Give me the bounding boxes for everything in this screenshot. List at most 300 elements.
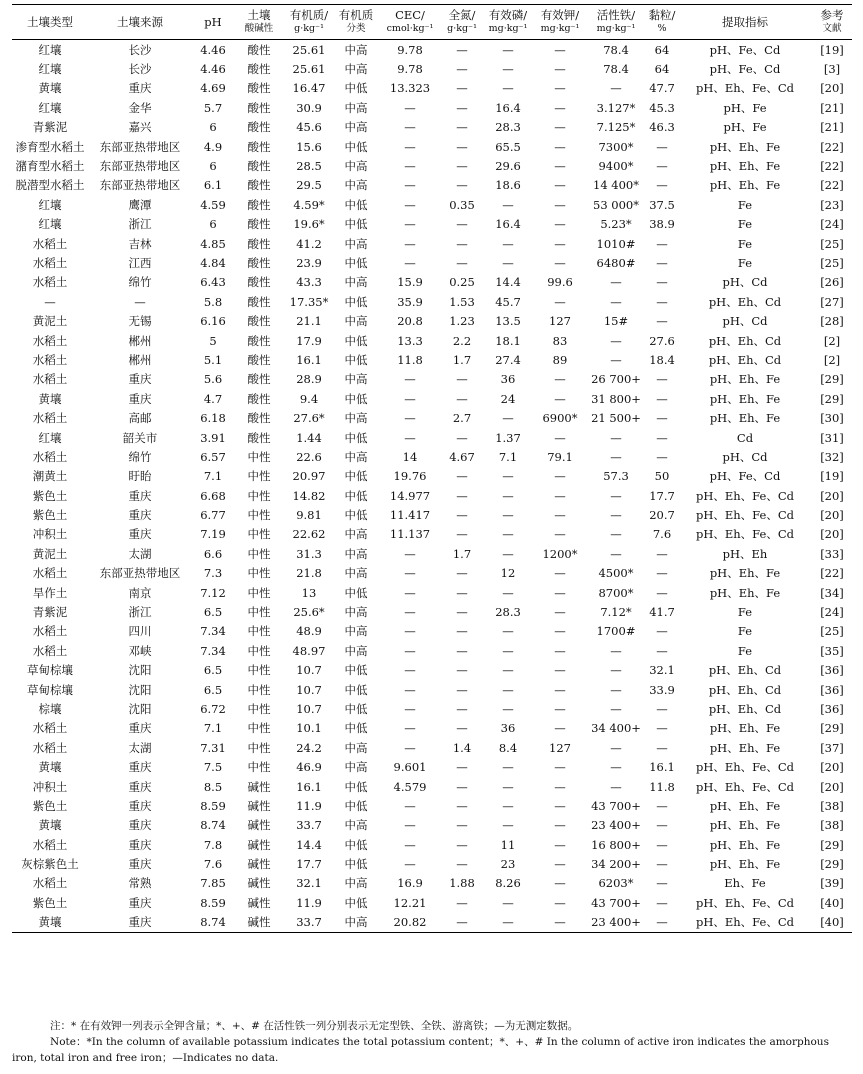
table-cell: — xyxy=(554,488,566,503)
table-cell: 中高 xyxy=(344,100,368,115)
table-cell: — xyxy=(404,197,416,212)
table-cell: 红壤 xyxy=(38,430,62,445)
table-cell: 7.12 xyxy=(200,585,226,600)
table-cell: 1.53 xyxy=(449,294,475,309)
table-cell: — xyxy=(502,546,514,561)
table-cell: — xyxy=(502,643,514,658)
table-row xyxy=(12,467,852,486)
table-cell: 水稻土 xyxy=(32,411,68,426)
table-cell: 中高 xyxy=(344,236,368,251)
table-cell: 酸性 xyxy=(247,391,271,406)
table-cell: 6.5 xyxy=(203,663,223,678)
table-cell: — xyxy=(404,430,416,445)
table-cell: 11.417 xyxy=(389,508,431,523)
table-cell: 14.4 xyxy=(296,837,322,852)
table-cell: 酸性 xyxy=(247,333,271,348)
table-cell: — xyxy=(456,217,468,232)
table-cell: — xyxy=(554,469,566,484)
table-cell: — xyxy=(404,411,416,426)
table-cell: pH、Eh、Fe xyxy=(709,566,781,581)
table-cell: — xyxy=(554,217,566,232)
table-cell: 酸性 xyxy=(247,159,271,174)
table-cell: 33.7 xyxy=(296,818,322,833)
table-cell: 43.3 xyxy=(296,275,322,290)
table-cell: 冲积土 xyxy=(32,779,68,794)
table-cell: — xyxy=(502,798,514,813)
table-cell: — xyxy=(502,42,514,57)
table-cell: 5.23* xyxy=(600,217,632,232)
table-cell: pH、Eh、Cd xyxy=(708,294,782,309)
table-cell: — xyxy=(456,624,468,639)
table-cell: pH、Eh、Fe xyxy=(709,585,781,600)
column-header-line2: 分类 xyxy=(346,23,366,34)
table-cell: 中性 xyxy=(247,469,271,484)
table-cell: 重庆 xyxy=(128,527,152,542)
table-row xyxy=(12,156,852,175)
table-cell: — xyxy=(656,857,668,872)
table-cell: 8.74 xyxy=(192,913,234,933)
table-cell: [19] xyxy=(820,469,844,484)
table-cell: 黄壤 xyxy=(38,81,62,96)
table-cell: 64 xyxy=(654,42,670,57)
table-cell: — xyxy=(554,760,566,775)
table-cell: 4.46 xyxy=(200,42,226,57)
table-cell: 41.2 xyxy=(296,236,322,251)
table-cell: 4.84 xyxy=(200,255,226,270)
table-cell: 中低 xyxy=(344,682,368,697)
table-cell: — xyxy=(610,430,622,445)
table-cell: 中低 xyxy=(344,488,368,503)
table-cell: — xyxy=(456,837,468,852)
table-cell: [30] xyxy=(820,411,844,426)
table-row xyxy=(12,292,852,311)
table-cell: 65.5 xyxy=(495,139,521,154)
table-cell: 酸性 xyxy=(247,294,271,309)
table-cell: — xyxy=(502,779,514,794)
table-cell: 碱性 xyxy=(247,798,271,813)
column-header-line1: 活性铁/ xyxy=(596,8,636,22)
table-cell: 红壤 xyxy=(38,100,62,115)
table-cell: pH、Eh、Fe、Cd xyxy=(695,779,794,794)
table-cell: — xyxy=(456,566,468,581)
table-cell: 18.1 xyxy=(495,333,521,348)
table-cell: — xyxy=(554,779,566,794)
table-cell: — xyxy=(656,643,668,658)
table-cell: 8.4 xyxy=(498,740,518,755)
table-cell: — xyxy=(404,100,416,115)
table-cell: 中性 xyxy=(247,760,271,775)
table-cell: 青紫泥 xyxy=(32,120,68,135)
table-cell: 4.46 xyxy=(200,62,226,77)
table-cell: 中性 xyxy=(247,449,271,464)
table-cell: 草甸棕壤 xyxy=(27,682,73,697)
table-cell: 中高 xyxy=(344,275,368,290)
table-cell: 重庆 xyxy=(128,488,152,503)
table-cell: 33.9 xyxy=(649,682,675,697)
table-row xyxy=(12,350,852,369)
table-cell: 6900* xyxy=(542,411,578,426)
table-cell: — xyxy=(554,62,566,77)
table-cell: — xyxy=(656,294,668,309)
table-cell: — xyxy=(656,159,668,174)
table-cell: [38] xyxy=(820,798,844,813)
column-header-line2: g·kg⁻¹ xyxy=(294,23,324,34)
table-cell: 127 xyxy=(549,740,571,755)
column-header xyxy=(234,5,284,40)
table-cell: 中性 xyxy=(247,546,271,561)
table-cell: — xyxy=(554,585,566,600)
table-cell: — xyxy=(456,779,468,794)
table-cell: — xyxy=(554,527,566,542)
table-cell: 中高 xyxy=(344,876,368,891)
table-cell: 57.3 xyxy=(603,469,629,484)
table-cell: — xyxy=(456,139,468,154)
table-row xyxy=(12,118,852,137)
table-cell: — xyxy=(502,760,514,775)
table-cell: 28.5 xyxy=(296,159,322,174)
column-header-line2: 酸碱性 xyxy=(244,23,274,34)
table-cell: [20] xyxy=(820,81,844,96)
table-cell: — xyxy=(404,139,416,154)
table-cell: 紫色土 xyxy=(32,895,68,910)
table-cell: 7.1 xyxy=(203,469,223,484)
table-row xyxy=(12,893,852,912)
table-cell: 43 700+ xyxy=(591,798,641,813)
table-cell: pH、Eh、Fe、Cd xyxy=(695,527,794,542)
table-cell: 太湖 xyxy=(128,740,152,755)
table-cell: 4.579 xyxy=(393,779,427,794)
table-cell: 1.7 xyxy=(452,352,472,367)
column-header-line1: 土壤 xyxy=(247,8,271,22)
table-cell: [23] xyxy=(820,197,844,212)
table-cell: 6.57 xyxy=(200,449,226,464)
column-header xyxy=(12,5,88,40)
column-header-line2: cmol·kg⁻¹ xyxy=(386,23,434,34)
table-cell: — xyxy=(502,411,514,426)
column-header xyxy=(334,5,378,40)
table-cell: Fe xyxy=(737,605,753,620)
table-cell: Fe xyxy=(737,255,753,270)
table-cell: — xyxy=(456,469,468,484)
table-cell: 9400* xyxy=(598,159,634,174)
table-cell: — xyxy=(456,100,468,115)
table-cell: — xyxy=(554,605,566,620)
table-cell: — xyxy=(502,255,514,270)
table-cell: 11 xyxy=(500,837,516,852)
table-row xyxy=(12,854,852,873)
table-cell: 6.6 xyxy=(203,546,223,561)
table-cell: 中低 xyxy=(344,197,368,212)
table-cell: [40] xyxy=(812,913,852,933)
table-cell: 11.9 xyxy=(296,798,322,813)
table-cell: 水稻土 xyxy=(32,566,68,581)
table-cell: 21.1 xyxy=(296,314,322,329)
table-cell: 东部亚热带地区 xyxy=(99,178,181,193)
table-cell: 黄壤 xyxy=(38,818,62,833)
table-cell: — xyxy=(610,508,622,523)
table-cell: — xyxy=(456,178,468,193)
table-cell: — xyxy=(656,546,668,561)
table-cell: 碱性 xyxy=(247,837,271,852)
table-cell: [20] xyxy=(820,779,844,794)
table-cell: pH、Eh、Fe xyxy=(709,721,781,736)
table-cell: 22.62 xyxy=(292,527,326,542)
table-cell: 8.26 xyxy=(495,876,521,891)
table-cell: [37] xyxy=(820,740,844,755)
table-cell: — xyxy=(610,643,622,658)
table-cell: 14 400* xyxy=(593,178,639,193)
table-cell: — xyxy=(456,895,468,910)
table-cell: — xyxy=(404,159,416,174)
table-cell: 14.977 xyxy=(389,488,431,503)
table-cell: 酸性 xyxy=(247,430,271,445)
table-cell: 紫色土 xyxy=(32,798,68,813)
table-cell: 6.5 xyxy=(203,605,223,620)
table-cell: 东部亚热带地区 xyxy=(99,139,181,154)
table-cell: 水稻土 xyxy=(32,449,68,464)
column-header xyxy=(284,5,334,40)
table-cell: 64 xyxy=(654,62,670,77)
table-cell: 22.6 xyxy=(296,449,322,464)
table-cell: 6480# xyxy=(596,255,636,270)
table-cell: — xyxy=(554,798,566,813)
table-cell: — xyxy=(404,217,416,232)
table-cell: 47.7 xyxy=(649,81,675,96)
table-cell: 19.6* xyxy=(293,217,325,232)
table-cell: 3.127* xyxy=(596,100,636,115)
table-cell: — xyxy=(456,42,468,57)
table-cell: — xyxy=(456,159,468,174)
table-cell: — xyxy=(656,275,668,290)
table-cell: [22] xyxy=(820,139,844,154)
table-cell: 黄泥土 xyxy=(32,546,68,561)
table-cell: — xyxy=(404,798,416,813)
table-cell: 中性 xyxy=(247,566,271,581)
table-cell: 盱眙 xyxy=(128,469,152,484)
table-cell: 中高 xyxy=(344,62,368,77)
table-cell: [34] xyxy=(820,585,844,600)
table-cell: [21] xyxy=(820,120,844,135)
table-row xyxy=(12,661,852,680)
note-chinese: 注：* 在有效钾一列表示全钾含量；*、+、# 在活性铁一列分别表示无定型铁、全铁、游离铁；—为无测定数据。 xyxy=(50,1020,579,1032)
table-cell: 13 xyxy=(301,585,317,600)
table-cell: 5.7 xyxy=(203,100,223,115)
table-cell: 24 xyxy=(500,391,516,406)
table-cell: — xyxy=(610,682,622,697)
table-cell: 6203* xyxy=(598,876,634,891)
table-cell: 78.4 xyxy=(603,42,629,57)
table-cell: — xyxy=(404,236,416,251)
table-cell: — xyxy=(554,294,566,309)
table-cell: — xyxy=(404,585,416,600)
table-row xyxy=(12,622,852,641)
table-cell: 10.7 xyxy=(296,663,322,678)
column-header-line1: 有效钾/ xyxy=(540,8,580,22)
table-cell: 中低 xyxy=(344,255,368,270)
table-cell: 11.8 xyxy=(649,779,675,794)
table-cell: 重庆 xyxy=(128,895,152,910)
column-header-line1: 有机质/ xyxy=(289,8,329,22)
table-cell: 89 xyxy=(552,352,568,367)
table-cell: — xyxy=(554,430,566,445)
table-cell: — xyxy=(404,546,416,561)
table-cell: — xyxy=(404,857,416,872)
table-cell: [36] xyxy=(820,682,844,697)
table-cell: 2.7 xyxy=(452,411,472,426)
table-cell: — xyxy=(456,682,468,697)
table-cell: 棕壤 xyxy=(38,701,62,716)
table-cell: — xyxy=(554,120,566,135)
table-cell: 8700* xyxy=(598,585,634,600)
table-cell: 沈阳 xyxy=(128,682,152,697)
table-row xyxy=(12,234,852,253)
table-row xyxy=(12,913,852,933)
table-cell: 中高 xyxy=(344,740,368,755)
table-cell: 邓峡 xyxy=(128,643,152,658)
table-cell: 酸性 xyxy=(247,217,271,232)
table-cell: — xyxy=(656,236,668,251)
table-cell: [21] xyxy=(820,100,844,115)
table-cell: 浙江 xyxy=(128,217,152,232)
table-cell: [36] xyxy=(820,663,844,678)
table-row xyxy=(12,505,852,524)
table-cell: 碱性 xyxy=(247,857,271,872)
table-cell: 48.9 xyxy=(296,624,322,639)
table-row xyxy=(12,331,852,350)
table-cell: pH、Eh、Cd xyxy=(708,682,782,697)
table-cell: [3] xyxy=(823,62,841,77)
table-cell: 3.91 xyxy=(200,430,226,445)
table-cell: — xyxy=(656,314,668,329)
table-cell: 太湖 xyxy=(128,546,152,561)
table-cell: 水稻土 xyxy=(32,352,68,367)
table-cell: 28.9 xyxy=(296,372,322,387)
table-cell: 中性 xyxy=(247,527,271,542)
table-cell: — xyxy=(442,913,482,933)
table-cell: 中性 xyxy=(247,701,271,716)
table-cell: Fe xyxy=(737,236,753,251)
table-cell: 9.78 xyxy=(397,42,423,57)
table-cell: 黄泥土 xyxy=(32,314,68,329)
table-cell: 酸性 xyxy=(247,120,271,135)
table-cell: [19] xyxy=(820,42,844,57)
table-cell: 16 800+ xyxy=(591,837,641,852)
column-header-line2: g·kg⁻¹ xyxy=(447,23,477,34)
table-row xyxy=(12,641,852,660)
table-cell: — xyxy=(554,566,566,581)
table-cell: — xyxy=(456,605,468,620)
table-cell: 8.59 xyxy=(200,798,226,813)
table-cell: — xyxy=(502,197,514,212)
table-cell: 中低 xyxy=(344,352,368,367)
table-cell: 青紫泥 xyxy=(32,605,68,620)
table-cell: pH、Eh、Fe xyxy=(709,159,781,174)
table-body xyxy=(12,40,852,933)
table-cell: 中高 xyxy=(344,120,368,135)
table-cell: 酸性 xyxy=(247,139,271,154)
table-cell: 潮黄土 xyxy=(32,469,68,484)
table-cell: 浙江 xyxy=(128,605,152,620)
table-cell: — xyxy=(646,913,678,933)
table-cell: — xyxy=(656,740,668,755)
table-cell: 黄壤 xyxy=(38,391,62,406)
table-cell: 19.76 xyxy=(393,469,427,484)
table-cell: — xyxy=(456,818,468,833)
table-cell: — xyxy=(610,81,622,96)
table-cell: 郴州 xyxy=(128,333,152,348)
table-cell: 15.9 xyxy=(397,275,423,290)
table-cell: — xyxy=(502,624,514,639)
table-cell: — xyxy=(456,81,468,96)
table-cell: Cd xyxy=(736,430,754,445)
table-cell: 中高 xyxy=(344,178,368,193)
table-row xyxy=(12,389,852,408)
table-cell: 重庆 xyxy=(128,857,152,872)
table-cell: — xyxy=(456,488,468,503)
table-cell: [39] xyxy=(820,876,844,891)
table-cell: [22] xyxy=(820,566,844,581)
table-cell: Fe xyxy=(737,217,753,232)
table-cell: — xyxy=(456,663,468,678)
table-row xyxy=(12,253,852,272)
table-cell: 中低 xyxy=(344,81,368,96)
table-cell: 1700# xyxy=(596,624,636,639)
table-cell: 碱性 xyxy=(247,895,271,910)
table-cell: pH、Eh、Fe xyxy=(709,391,781,406)
table-cell: 9.81 xyxy=(296,508,322,523)
table-cell: 6.72 xyxy=(200,701,226,716)
table-cell: — xyxy=(610,663,622,678)
table-cell: 中性 xyxy=(247,508,271,523)
table-row xyxy=(12,428,852,447)
column-header xyxy=(88,5,192,40)
table-row xyxy=(12,59,852,78)
table-cell: 5.6 xyxy=(203,372,223,387)
table-cell: 酸性 xyxy=(247,197,271,212)
table-row xyxy=(12,583,852,602)
table-row xyxy=(12,757,852,776)
table-cell: 14.82 xyxy=(292,488,326,503)
table-cell: 中高 xyxy=(344,527,368,542)
table-cell: — xyxy=(656,895,668,910)
table-cell: 14.4 xyxy=(495,275,521,290)
table-cell: [29] xyxy=(820,372,844,387)
table-cell: 6.77 xyxy=(200,508,226,523)
table-cell: 31.3 xyxy=(296,546,322,561)
table-cell: 中性 xyxy=(247,624,271,639)
table-cell: 0.25 xyxy=(449,275,475,290)
table-cell: — xyxy=(404,837,416,852)
table-cell: — xyxy=(502,236,514,251)
table-cell: 中性 xyxy=(247,682,271,697)
table-cell: 红壤 xyxy=(38,62,62,77)
table-cell: 中高 xyxy=(334,913,378,933)
table-cell: 13.3 xyxy=(397,333,423,348)
table-cell: 36 xyxy=(500,721,516,736)
table-cell: Fe xyxy=(737,624,753,639)
table-cell: 34 200+ xyxy=(591,857,641,872)
table-cell: 35.9 xyxy=(397,294,423,309)
table-cell: — xyxy=(656,430,668,445)
table-cell: — xyxy=(456,391,468,406)
table-cell: 7.34 xyxy=(200,624,226,639)
table-cell: 重庆 xyxy=(128,837,152,852)
table-cell: 酸性 xyxy=(247,275,271,290)
table-cell: 4.59 xyxy=(200,197,226,212)
table-cell: — xyxy=(456,798,468,813)
table-cell: 9.601 xyxy=(393,760,427,775)
table-cell: — xyxy=(554,624,566,639)
